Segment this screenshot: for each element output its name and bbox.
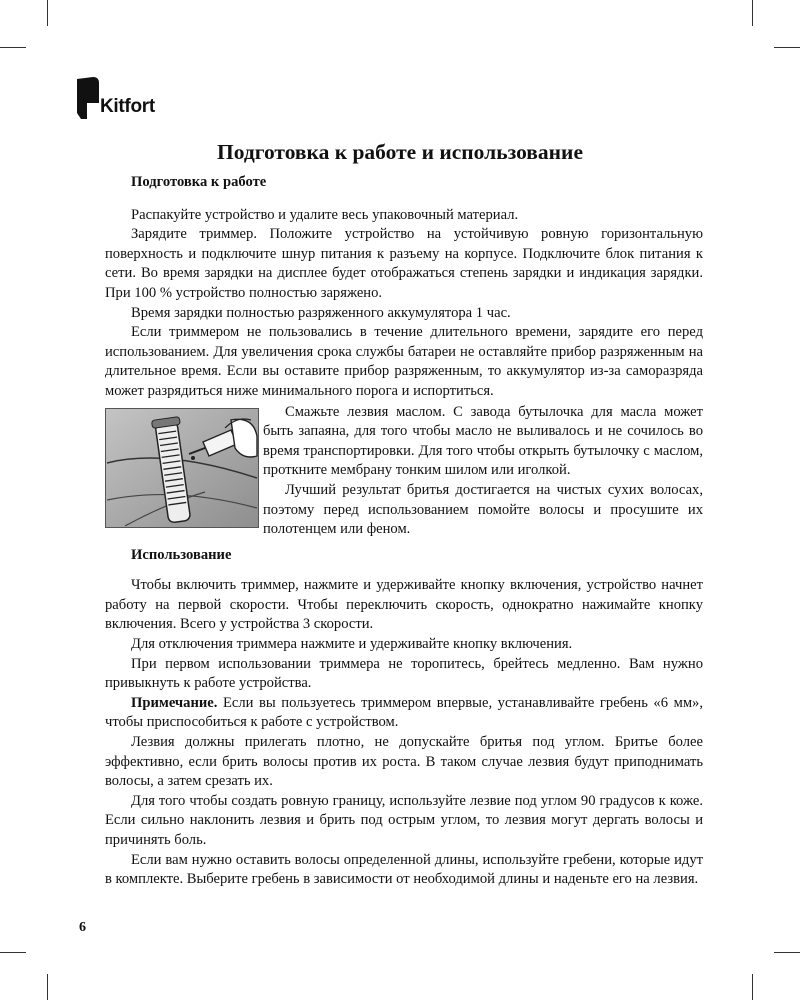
crop-mark xyxy=(752,974,753,1000)
trimmer-oiling-illustration xyxy=(105,408,259,528)
paragraph: Для отключения триммера нажмите и удерживайте кнопку включения. xyxy=(131,636,573,653)
paragraph: При первом использовании триммера не торопитесь, брейтесь медленно. Вам нужно привыкнуть к работе устройства. xyxy=(105,655,703,692)
paragraph: Лучший результат бритья достигается на чистых сухих волосах, поэтому перед использованием помойте волосы и просушите их полотенцем или феном. xyxy=(263,481,703,538)
paragraph: Зарядите триммер. Положите устройство на устойчивую ровную горизонтальную поверхность и подключите шнур питания к разъему на корпусе. Подключите блок питания к сети. Во время зарядки на дисплее будет отображаться степень зарядки и индикация зарядки. При 100 % устройство полностью заряжено. xyxy=(105,226,703,301)
brand-name: Kitfort xyxy=(100,96,155,117)
section-heading-preparation: Подготовка к работе xyxy=(131,174,267,190)
note-paragraph xyxy=(105,694,703,733)
crop-mark xyxy=(774,47,800,48)
page-title: Подготовка к работе и использование xyxy=(217,140,583,164)
crop-mark xyxy=(47,0,48,26)
brand-logo xyxy=(77,77,155,119)
section-heading-usage: Использование xyxy=(131,546,232,563)
crop-mark xyxy=(0,952,26,953)
note-text: Если вы пользуетесь триммером впервые, устанавливайте гребень «6 мм», чтобы приспособиться к работе с устройством. xyxy=(105,694,703,731)
crop-mark xyxy=(47,974,48,1000)
crop-mark xyxy=(0,47,26,48)
paragraph: Лезвия должны прилегать плотно, не допускайте бритья под углом. Бритье более эффективно, если брить волосы против их роста. В таком случае лезвия будут приподнимать волосы, а затем срезать их. xyxy=(105,734,703,790)
paragraph: Чтобы включить триммер, нажмите и удерживайте кнопку включения, устройство начнет работу на первой скорости. Чтобы переключить скорость, однократно нажимайте кнопку включения. Всего у устройства 3 скорости. xyxy=(105,577,703,633)
main-content xyxy=(105,173,703,890)
figure-block xyxy=(105,403,703,540)
paragraph: Смажьте лезвия маслом. С завода бутылочка для масла может быть запаяна, для того чтобы масло не выливалось и не сочилось во время транспортировки. Для того чтобы открыть бутылочку с маслом, проткните мембрану тонким шилом или иголкой. xyxy=(263,403,703,479)
page-number: 6 xyxy=(79,920,86,935)
paragraph: Если триммером не пользовались в течение длительного времени, зарядите его перед использованием. Для увеличения срока службы батареи не оставляйте прибор разряженным на длительное время. Если вы оставите прибор разряженным, то аккумулятор из-за саморазряда может разрядиться ниже минимального порога и испортиться. xyxy=(105,324,703,399)
paragraph: Время зарядки полностью разряженного аккумулятора 1 час. xyxy=(131,304,511,321)
crop-mark xyxy=(752,0,753,26)
paragraph: Если вам нужно оставить волосы определенной длины, используйте гребени, которые идут в комплекте. Выберите гребень в зависимости от необходимой длины и наденьте его на лезвия. xyxy=(105,851,703,888)
kitfort-logo-icon xyxy=(77,77,99,119)
paragraph: Распакуйте устройство и удалите весь упаковочный материал. xyxy=(131,206,519,223)
paragraph: Для того чтобы создать ровную границу, используйте лезвие под углом 90 градусов к коже. Если сильно наклонить лезвия и брить под острым углом, то лезвия могут дергать волосы и причинять боль. xyxy=(105,792,703,848)
crop-mark xyxy=(774,952,800,953)
note-label: Примечание. xyxy=(131,694,218,711)
figure-text xyxy=(263,403,703,540)
